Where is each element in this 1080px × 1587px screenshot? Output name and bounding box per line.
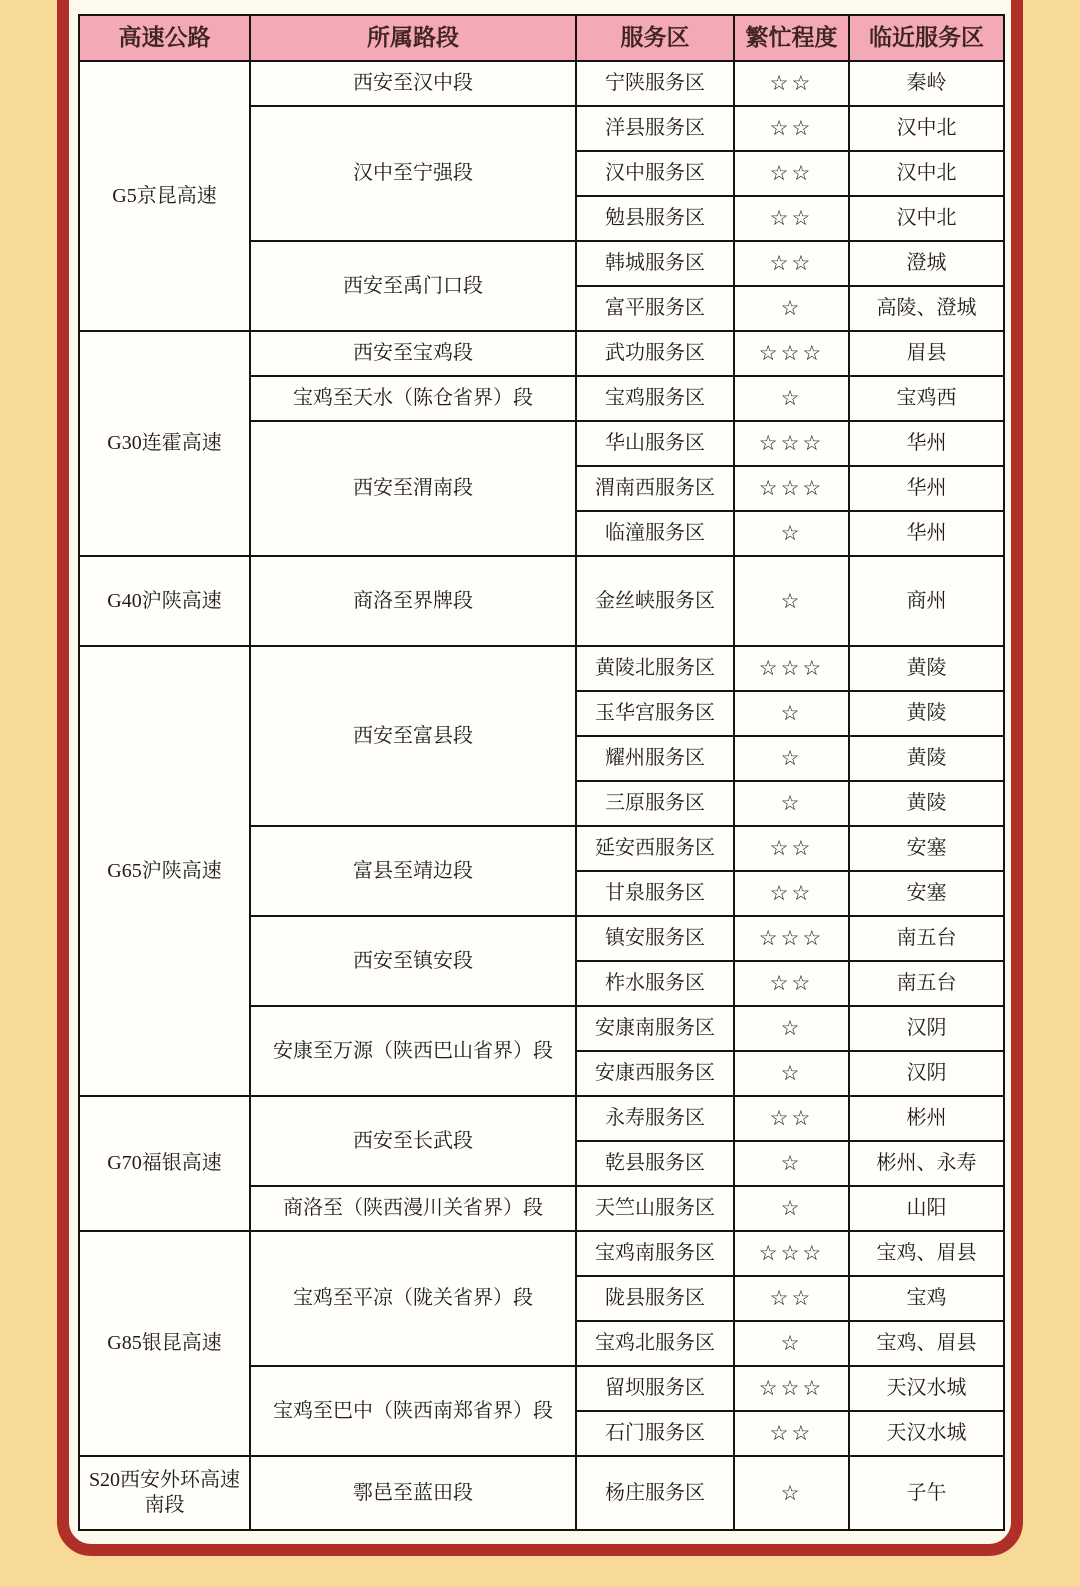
section-cell: 宝鸡至天水（陈仓省界）段 [250,376,576,421]
service-area-cell: 天竺山服务区 [576,1186,734,1231]
busy-level-cell: ☆☆☆ [734,421,849,466]
nearby-service-area-cell: 黄陵 [849,736,1004,781]
service-area-cell: 黄陵北服务区 [576,646,734,691]
section-cell: 西安至长武段 [250,1096,576,1186]
nearby-service-area-cell: 华州 [849,421,1004,466]
service-area-cell: 耀州服务区 [576,736,734,781]
busy-level-cell: ☆☆ [734,106,849,151]
service-area-cell: 勉县服务区 [576,196,734,241]
highway-cell: G30连霍高速 [79,331,250,556]
section-cell: 汉中至宁强段 [250,106,576,241]
section-cell: 西安至渭南段 [250,421,576,556]
busy-level-cell: ☆ [734,556,849,646]
nearby-service-area-cell: 南五台 [849,916,1004,961]
section-cell: 西安至宝鸡段 [250,331,576,376]
busy-level-cell: ☆ [734,511,849,556]
nearby-service-area-cell: 宝鸡、眉县 [849,1231,1004,1276]
nearby-service-area-cell: 山阳 [849,1186,1004,1231]
table-row [79,556,1004,646]
table-row [79,1096,1004,1141]
service-area-cell: 武功服务区 [576,331,734,376]
nearby-service-area-cell: 汉阴 [849,1006,1004,1051]
section-cell: 西安至汉中段 [250,61,576,106]
column-header-highway: 高速公路 [79,15,250,61]
nearby-service-area-cell: 华州 [849,466,1004,511]
service-area-cell: 宝鸡南服务区 [576,1231,734,1276]
busy-level-cell: ☆☆ [734,1411,849,1456]
section-cell: 鄠邑至蓝田段 [250,1456,576,1530]
section-cell: 商洛至界牌段 [250,556,576,646]
nearby-service-area-cell: 黄陵 [849,781,1004,826]
busy-level-cell: ☆ [734,286,849,331]
section-cell: 宝鸡至巴中（陕西南郑省界）段 [250,1366,576,1456]
highway-cell: G5京昆高速 [79,61,250,331]
table-header [79,15,1004,61]
busy-level-cell: ☆ [734,781,849,826]
table-row [79,646,1004,691]
highway-cell: G85银昆高速 [79,1231,250,1456]
service-area-cell: 安康南服务区 [576,1006,734,1051]
busy-level-cell: ☆ [734,1186,849,1231]
busy-level-cell: ☆ [734,1051,849,1096]
service-area-cell: 宝鸡北服务区 [576,1321,734,1366]
busy-level-cell: ☆ [734,691,849,736]
service-area-cell: 陇县服务区 [576,1276,734,1321]
column-header-service-area: 服务区 [576,15,734,61]
nearby-service-area-cell: 华州 [849,511,1004,556]
nearby-service-area-cell: 安塞 [849,826,1004,871]
nearby-service-area-cell: 南五台 [849,961,1004,1006]
header-row [79,15,1004,61]
nearby-service-area-cell: 黄陵 [849,646,1004,691]
nearby-service-area-cell: 天汉水城 [849,1411,1004,1456]
nearby-service-area-cell: 天汉水城 [849,1366,1004,1411]
nearby-service-area-cell: 汉中北 [849,151,1004,196]
busy-level-cell: ☆☆ [734,61,849,106]
service-area-cell: 留坝服务区 [576,1366,734,1411]
section-cell: 西安至富县段 [250,646,576,826]
table-row [79,331,1004,376]
service-area-cell: 乾县服务区 [576,1141,734,1186]
busy-level-cell: ☆ [734,1141,849,1186]
service-area-cell: 韩城服务区 [576,241,734,286]
service-area-cell: 三原服务区 [576,781,734,826]
service-area-cell: 甘泉服务区 [576,871,734,916]
nearby-service-area-cell: 子午 [849,1456,1004,1530]
service-area-cell: 金丝峡服务区 [576,556,734,646]
busy-level-cell: ☆ [734,1321,849,1366]
nearby-service-area-cell: 汉中北 [849,106,1004,151]
nearby-service-area-cell: 秦岭 [849,61,1004,106]
busy-level-cell: ☆☆ [734,1096,849,1141]
busy-level-cell: ☆☆ [734,961,849,1006]
nearby-service-area-cell: 商州 [849,556,1004,646]
highway-cell: G70福银高速 [79,1096,250,1231]
nearby-service-area-cell: 彬州、永寿 [849,1141,1004,1186]
service-area-cell: 华山服务区 [576,421,734,466]
section-cell: 宝鸡至平凉（陇关省界）段 [250,1231,576,1366]
column-header-busy-level: 繁忙程度 [734,15,849,61]
nearby-service-area-cell: 眉县 [849,331,1004,376]
service-area-cell: 玉华宫服务区 [576,691,734,736]
service-area-cell: 宝鸡服务区 [576,376,734,421]
highway-cell: G40沪陕高速 [79,556,250,646]
busy-level-cell: ☆ [734,1006,849,1051]
service-area-cell: 洋县服务区 [576,106,734,151]
section-cell: 西安至禹门口段 [250,241,576,331]
busy-level-cell: ☆☆☆ [734,1366,849,1411]
busy-level-cell: ☆☆ [734,826,849,871]
busy-level-cell: ☆☆ [734,196,849,241]
table-row [79,1456,1004,1530]
section-cell: 商洛至（陕西漫川关省界）段 [250,1186,576,1231]
nearby-service-area-cell: 汉中北 [849,196,1004,241]
nearby-service-area-cell: 宝鸡西 [849,376,1004,421]
section-cell: 西安至镇安段 [250,916,576,1006]
busy-level-cell: ☆ [734,376,849,421]
nearby-service-area-cell: 彬州 [849,1096,1004,1141]
service-area-cell: 石门服务区 [576,1411,734,1456]
nearby-service-area-cell: 汉阴 [849,1051,1004,1096]
busy-level-cell: ☆☆☆ [734,466,849,511]
column-header-section: 所属路段 [250,15,576,61]
nearby-service-area-cell: 高陵、澄城 [849,286,1004,331]
nearby-service-area-cell: 黄陵 [849,691,1004,736]
section-cell: 安康至万源（陕西巴山省界）段 [250,1006,576,1096]
table-row [79,1231,1004,1276]
service-area-cell: 富平服务区 [576,286,734,331]
busy-level-cell: ☆☆☆ [734,646,849,691]
column-header-nearby: 临近服务区 [849,15,1004,61]
busy-level-cell: ☆☆ [734,241,849,286]
highway-cell: G65沪陕高速 [79,646,250,1096]
busy-level-cell: ☆☆☆ [734,331,849,376]
nearby-service-area-cell: 安塞 [849,871,1004,916]
service-area-cell: 永寿服务区 [576,1096,734,1141]
busy-level-cell: ☆☆ [734,1276,849,1321]
service-area-cell: 宁陕服务区 [576,61,734,106]
busy-level-cell: ☆☆ [734,871,849,916]
service-area-cell: 安康西服务区 [576,1051,734,1096]
nearby-service-area-cell: 宝鸡 [849,1276,1004,1321]
service-area-table [78,14,1005,1531]
highway-cell: S20西安外环高速南段 [79,1456,250,1530]
busy-level-cell: ☆☆ [734,151,849,196]
service-area-cell: 杨庄服务区 [576,1456,734,1530]
nearby-service-area-cell: 宝鸡、眉县 [849,1321,1004,1366]
service-area-cell: 临潼服务区 [576,511,734,556]
service-area-cell: 汉中服务区 [576,151,734,196]
service-area-cell: 柞水服务区 [576,961,734,1006]
table-row [79,61,1004,106]
service-area-cell: 镇安服务区 [576,916,734,961]
service-area-cell: 渭南西服务区 [576,466,734,511]
busy-level-cell: ☆☆☆ [734,916,849,961]
busy-level-cell: ☆ [734,1456,849,1530]
nearby-service-area-cell: 澄城 [849,241,1004,286]
section-cell: 富县至靖边段 [250,826,576,916]
table-body [79,61,1004,1530]
busy-level-cell: ☆ [734,736,849,781]
busy-level-cell: ☆☆☆ [734,1231,849,1276]
service-area-cell: 延安西服务区 [576,826,734,871]
